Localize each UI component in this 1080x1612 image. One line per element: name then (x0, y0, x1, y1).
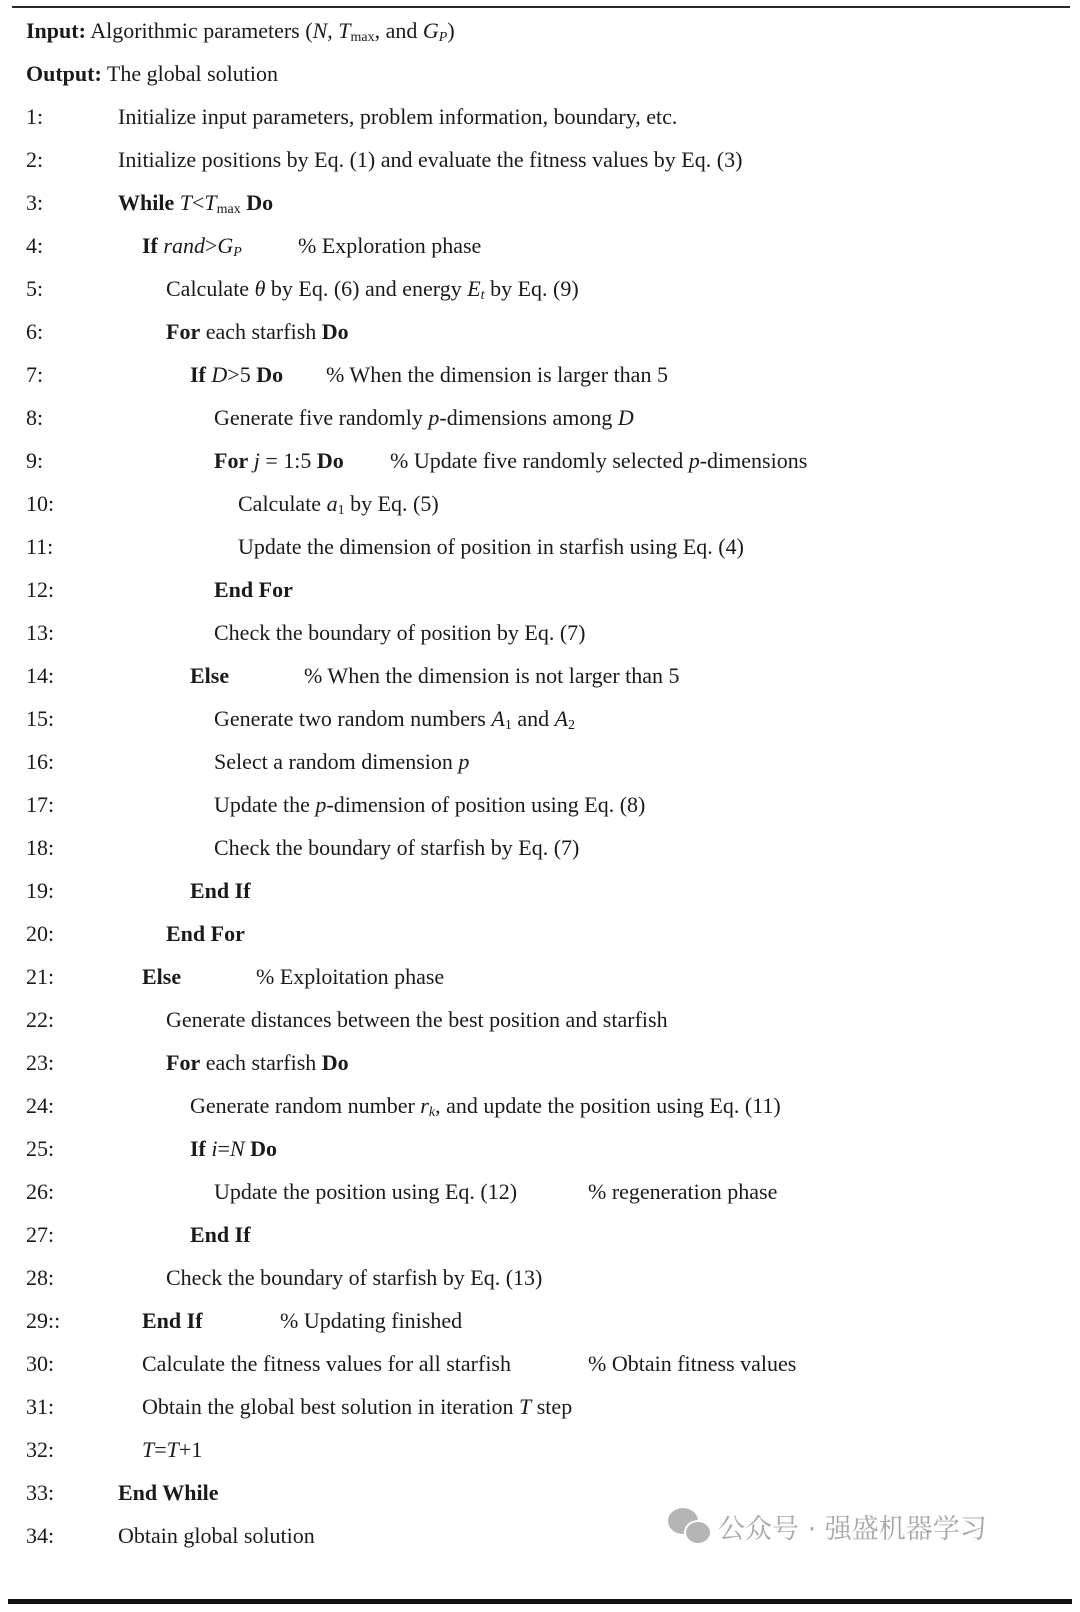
line-text: Check the boundary of starfish by Eq. (13) (166, 1265, 543, 1290)
algorithm-line (0, 697, 1080, 740)
line-number: 33: (26, 1480, 55, 1505)
line-number: 6: (26, 319, 44, 344)
line-text: Generate random number $r_k$, and update the position using Eq. (11) (190, 1093, 781, 1120)
algorithm-line (0, 138, 1080, 181)
line-comment: % regeneration phase (588, 1179, 778, 1204)
algorithm-line (0, 998, 1080, 1041)
line-text: If i=N Do (190, 1136, 278, 1161)
line-number: 14: (26, 663, 55, 688)
line-text: Update the dimension of position in starfish using Eq. (4) (238, 534, 744, 559)
line-number: 9: (26, 448, 44, 473)
line-number: 1: (26, 104, 44, 129)
algorithm-line (0, 783, 1080, 826)
line-comment: % When the dimension is larger than 5 (326, 362, 668, 387)
algorithm-line (0, 310, 1080, 353)
watermark-text: 公众号 · 强盛机器学习 (718, 1513, 987, 1545)
wechat-icon (668, 1508, 710, 1544)
line-number: 16: (26, 749, 55, 774)
line-comment: % Exploitation phase (256, 964, 445, 989)
line-number: 30: (26, 1351, 55, 1376)
line-text: End For (214, 577, 293, 602)
line-text: For each starfish Do (166, 1050, 349, 1075)
algorithm-line (0, 826, 1080, 869)
line-text: End While (118, 1480, 219, 1505)
line-text: Update the position using Eq. (12) (214, 1179, 518, 1204)
algorithm-line (0, 439, 1080, 482)
output-label: Output: (26, 61, 102, 86)
algorithm-line (0, 353, 1080, 396)
line-text: If D>5 Do (190, 362, 284, 387)
line-text: Calculate the fitness values for all starfish (142, 1351, 511, 1376)
line-number: 32: (26, 1437, 55, 1462)
line-text: Update the p-dimension of position using Eq. (8) (214, 792, 646, 817)
line-text: For each starfish Do (166, 319, 349, 344)
line-text: Initialize input parameters, problem information, boundary, etc. (118, 104, 678, 129)
bottom-rule (8, 1599, 1072, 1604)
line-number: 13: (26, 620, 55, 645)
algorithm-line (0, 1385, 1080, 1428)
algorithm-line (0, 482, 1080, 525)
watermark (668, 1506, 987, 1546)
line-number: 34: (26, 1523, 55, 1548)
line-number: 25: (26, 1136, 55, 1161)
line-text: Generate five randomly p-dimensions among D (214, 405, 634, 430)
algorithm-line (0, 654, 1080, 697)
algorithm-line (0, 1256, 1080, 1299)
line-number: 5: (26, 276, 44, 301)
line-text: Initialize positions by Eq. (1) and evaluate the fitness values by Eq. (3) (118, 147, 743, 172)
algorithm-line (0, 224, 1080, 267)
line-text: Select a random dimension p (214, 749, 470, 774)
algorithm-line (0, 1041, 1080, 1084)
line-number: 8: (26, 405, 44, 430)
line-text: End If (190, 1222, 251, 1247)
algorithm-line (0, 869, 1080, 912)
algorithm-line (0, 1170, 1080, 1213)
algorithm-line (0, 1213, 1080, 1256)
line-number: 17: (26, 792, 55, 817)
line-text: While $T<T_{max}$ Do (118, 190, 274, 217)
line-comment: % Update five randomly selected p-dimensions (390, 448, 808, 473)
algorithm-line (0, 1342, 1080, 1385)
line-number: 21: (26, 964, 55, 989)
line-text: Generate distances between the best position and starfish (166, 1007, 668, 1032)
algorithm-line (0, 740, 1080, 783)
algorithm-line (0, 396, 1080, 439)
algorithm-line (0, 1299, 1080, 1342)
line-text: Obtain global solution (118, 1523, 315, 1548)
top-rule (12, 6, 1070, 8)
line-comment: % Updating finished (280, 1308, 463, 1333)
line-number: 31: (26, 1394, 55, 1419)
line-text: If $rand>G_P$ (142, 233, 242, 260)
line-text: Obtain the global best solution in iteration T step (142, 1394, 573, 1419)
line-text: Calculate θ by Eq. (6) and energy $E_t$ by Eq. (9) (166, 276, 579, 303)
line-number: 27: (26, 1222, 55, 1247)
line-text: Generate two random numbers $A_1$ and $A_2$ (214, 706, 576, 733)
line-text: Check the boundary of starfish by Eq. (7) (214, 835, 580, 860)
algorithm-line (0, 95, 1080, 138)
line-number: 19: (26, 878, 55, 903)
line-number: 3: (26, 190, 44, 215)
algorithm-line (0, 267, 1080, 310)
algorithm-line (0, 912, 1080, 955)
line-number: 24: (26, 1093, 55, 1118)
line-number: 11: (26, 534, 54, 559)
line-text: End If (142, 1308, 203, 1333)
line-number: 12: (26, 577, 55, 602)
line-text: Else (190, 663, 230, 688)
line-number: 15: (26, 706, 55, 731)
line-comment: % Exploration phase (298, 233, 482, 258)
line-number: 7: (26, 362, 44, 387)
line-number: 2: (26, 147, 44, 172)
line-number: 18: (26, 835, 55, 860)
algorithm-line (0, 568, 1080, 611)
algorithm-line (0, 1428, 1080, 1471)
algorithm-line (0, 181, 1080, 224)
algorithm-line (0, 1084, 1080, 1127)
line-number: 23: (26, 1050, 55, 1075)
algorithm-output: Output: The global solution (26, 61, 278, 86)
line-text: Else (142, 964, 182, 989)
line-number: 20: (26, 921, 55, 946)
line-number: 29:: (26, 1308, 61, 1333)
line-text: For j = 1:5 Do (214, 448, 344, 473)
line-number: 28: (26, 1265, 55, 1290)
line-comment: % Obtain fitness values (588, 1351, 797, 1376)
line-number: 22: (26, 1007, 55, 1032)
line-comment: % When the dimension is not larger than 5 (304, 663, 680, 688)
algorithm-line (0, 955, 1080, 998)
line-number: 10: (26, 491, 55, 516)
line-text: T=T+1 (142, 1437, 203, 1462)
input-label: Input: (26, 18, 86, 43)
line-number: 26: (26, 1179, 55, 1204)
line-text: Calculate $a_1$ by Eq. (5) (238, 491, 439, 518)
line-text: Check the boundary of position by Eq. (7) (214, 620, 586, 645)
algorithm-line (0, 1127, 1080, 1170)
line-text: End If (190, 878, 251, 903)
algorithm-line (0, 525, 1080, 568)
line-number: 4: (26, 233, 44, 258)
algorithm-input: Input: Algorithmic parameters (N, $T_{max}$, and $G_P$) (26, 18, 455, 45)
algorithm-line (0, 611, 1080, 654)
line-text: End For (166, 921, 245, 946)
